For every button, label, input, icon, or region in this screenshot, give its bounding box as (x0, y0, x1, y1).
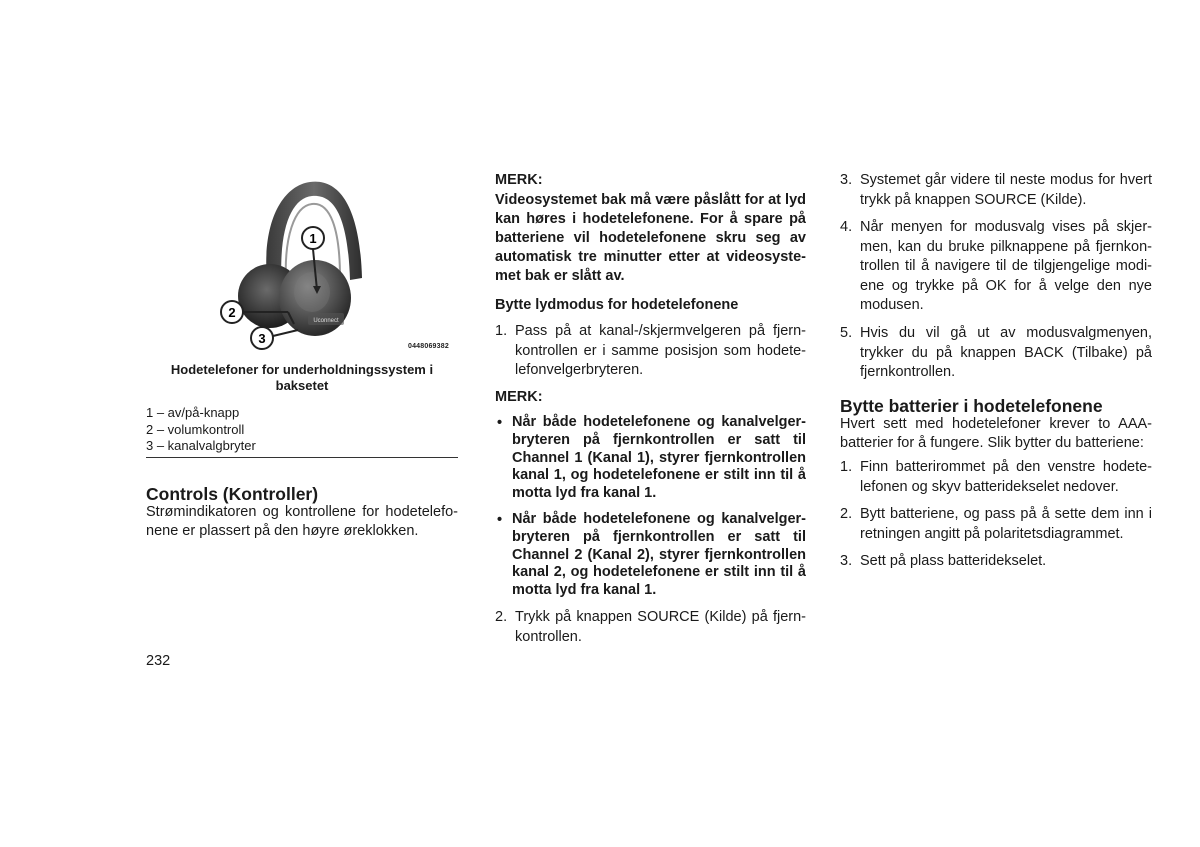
mode-step-3 (840, 171, 1152, 211)
figure-legend (146, 405, 458, 455)
step-text: Bytt batteriene, og pass på å sette dem inn i retningen angitt på polaritetsdiagrammet. (860, 506, 1152, 542)
controls-text: Strømindikatoren og kontrollene for hodetelefo-nene er plassert på den høyre øreklokken. (146, 504, 458, 539)
battery-step-3 (840, 552, 1152, 572)
step-number: 3. (840, 172, 853, 188)
mode-step-5 (840, 324, 1152, 384)
mode-heading: Bytte lydmodus for hodetelefonene (495, 297, 739, 313)
bullet-text: Når både hodetelefonene og kanalvelger-bryteren på fjernkontrollen er satt til Channel 2 (Kanal 2), styrer fjernkontrollen kanal 2, og hodetelefonene er stilt inn til å motta lyd fra kanal 1. (512, 511, 806, 599)
note-label: MERK: (495, 172, 543, 188)
step-text: Når menyen for modusvalg vises på skjer-men, kan du bruke pilknappene på fjernkon-trollen til å navigere til de tilgjengelige modi-ene og trykke på OK for å velge den nye modusen. (860, 219, 1152, 313)
step-text: Pass på at kanal-/skjermvelgeren på fjern-kontrollen er i samme posisjon som hodete-lefonvelgerbryteren. (515, 323, 806, 378)
figure-caption: Hodetelefoner for underholdningssystem i baksetet (170, 362, 434, 393)
bullet-text: Når både hodetelefonene og kanalvelger-bryteren på fjernkontrollen er satt til Channel 1 (Kanal 1), styrer fjernkontrollen kanal 1, og hodetelefonene er stilt inn til å motta lyd fra kanal 1. (512, 414, 806, 502)
step-text: Sett på plass batteridekselet. (860, 553, 1047, 569)
step-text: Trykk på knappen SOURCE (Kilde) på fjern-kontrollen. (515, 609, 806, 645)
batteries-heading: Bytte batterier i hodetelefonene (840, 396, 1103, 416)
section-divider (146, 457, 458, 458)
legend-item: 1 – av/på-knapp (146, 405, 240, 420)
mode-step-4 (840, 218, 1152, 318)
callout-1: 1 (309, 231, 317, 246)
step-text: Finn batterirommet på den venstre hodete-lefonen og skyv batteridekselet nedover. (860, 459, 1152, 495)
battery-step-1 (840, 458, 1152, 498)
controls-heading: Controls (Kontroller) (146, 484, 319, 504)
note-bullet-1 (495, 414, 806, 510)
step-number: 4. (840, 219, 853, 235)
step-number: 1. (495, 323, 508, 339)
step-number: 3. (840, 553, 853, 569)
step-text: Hvis du vil gå ut av modusvalgmenyen, trykker du på knappen BACK (Tilbake) på fjernkontrollen. (860, 325, 1152, 380)
page-number: 232 (146, 653, 171, 669)
step-text: Systemet går videre til neste modus for hvert trykk på knappen SOURCE (Kilde). (860, 172, 1152, 208)
note-label-2: MERK: (495, 389, 543, 405)
step-number: 2. (840, 506, 853, 522)
figure-code: 0448069382 (408, 343, 449, 350)
legend-item: 3 – kanalvalgbryter (146, 438, 256, 453)
legend-item: 2 – volumkontroll (146, 421, 245, 437)
batteries-intro: Hvert sett med hodetelefoner krever to AAA-batterier for å fungere. Slik bytter du batteriene: (840, 416, 1152, 451)
step-number: 5. (840, 325, 853, 341)
note-bullet-2 (495, 511, 806, 607)
mode-step-2 (495, 608, 806, 648)
callout-2: 2 (228, 305, 236, 320)
note-text: Videosystemet bak må være påslått for at lyd kan høres i hodetelefonene. For å spare på batteriene vil hodetelefonene skru seg av automatisk tre minutter etter at videosyste-met bak er slått av. (495, 192, 806, 284)
mode-step-1 (495, 322, 806, 382)
step-number: 1. (840, 459, 853, 475)
brand-mark: Uconnect (313, 318, 339, 324)
headphones-illustration (190, 178, 460, 356)
callout-3: 3 (258, 331, 266, 346)
bullet-glyph: • (497, 415, 503, 431)
battery-step-2 (840, 505, 1152, 545)
step-number: 2. (495, 609, 508, 625)
bullet-glyph: • (497, 512, 503, 528)
